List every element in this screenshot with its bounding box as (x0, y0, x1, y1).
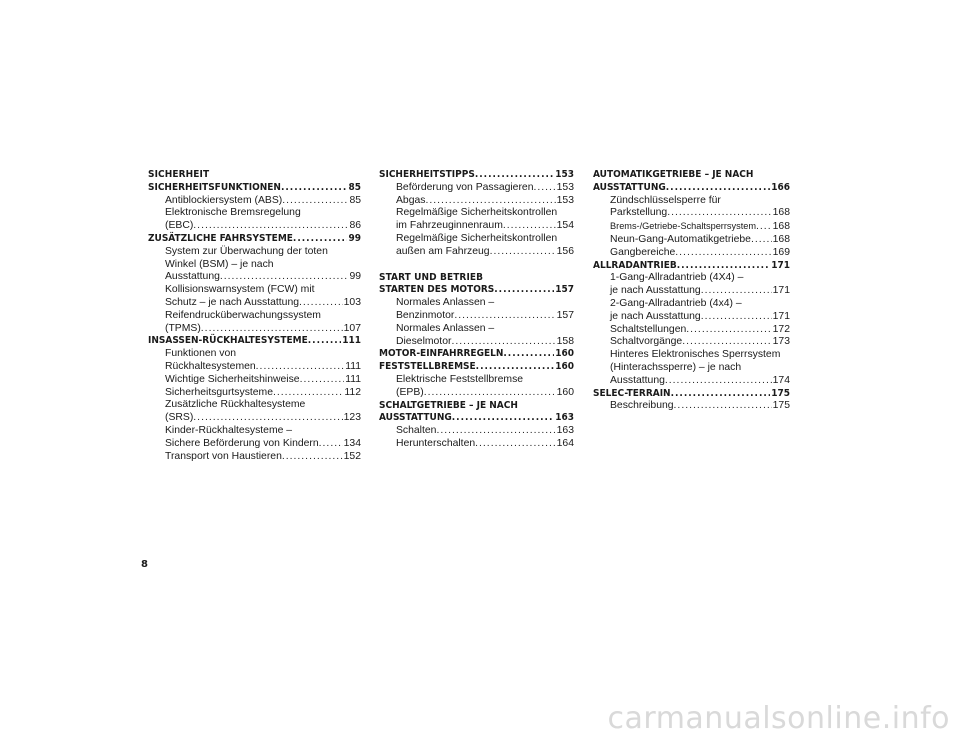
toc-sub-entry[interactable] (379, 182, 574, 195)
dot-leader (682, 336, 771, 349)
dot-leader (503, 220, 556, 233)
toc-entry-title: SICHERHEITSTIPPS (379, 169, 475, 180)
toc-sub-entry[interactable] (379, 425, 574, 438)
toc-page-number: 134 (343, 437, 361, 449)
dot-leader (666, 182, 770, 195)
toc-entry-title: Benzinmotor (396, 309, 455, 321)
toc-page-number: 103 (343, 296, 361, 308)
toc-sub-entry[interactable] (379, 207, 574, 233)
toc-sub-entry[interactable] (148, 284, 361, 310)
toc-entry-title: (TPMS) (165, 322, 201, 334)
toc-entry-list (379, 284, 574, 450)
toc-main-entry[interactable] (379, 169, 574, 182)
toc-entry-list (148, 182, 361, 464)
toc-entry-line (396, 387, 574, 400)
dot-leader (667, 207, 771, 220)
toc-entry-title: (EPB) (396, 386, 424, 398)
toc-entry-line (610, 272, 790, 285)
toc-entry-title: Dieselmotor (396, 335, 452, 347)
dot-leader (533, 182, 555, 195)
toc-entry-title: ZUSÄTZLICHE FAHRSYSTEME (148, 232, 293, 244)
dot-leader (308, 335, 341, 348)
toc-entry-line (148, 335, 361, 348)
dot-leader (256, 361, 345, 374)
toc-entry-title: Regelmäßige Sicherheitskontrollen (396, 207, 558, 219)
toc-page-number: 163 (556, 425, 574, 437)
toc-entry-line (165, 284, 361, 297)
dot-leader (293, 233, 348, 246)
dot-leader (281, 182, 348, 195)
dot-leader (452, 412, 554, 425)
toc-entry-title: SICHERHEITSFUNKTIONEN (148, 181, 281, 193)
toc-page-number: 85 (348, 181, 361, 193)
toc-entry-title: Antiblockiersystem (ABS) (165, 194, 283, 206)
toc-entry-line (379, 400, 574, 413)
toc-entry-title: Ausstattung (610, 374, 665, 386)
toc-entry-line (396, 195, 574, 208)
dot-leader (701, 285, 772, 298)
toc-entry-line (396, 425, 574, 438)
toc-page-number: 107 (343, 322, 361, 334)
toc-entry-title: Winkel (BSM) – je nach (165, 258, 274, 270)
toc-page-number: 153 (556, 181, 574, 193)
toc-sub-entry[interactable] (379, 374, 574, 400)
toc-entry-line (396, 182, 574, 195)
toc-entry-line (610, 207, 790, 220)
toc-entry-line (593, 388, 790, 401)
toc-page-number: 160 (555, 361, 574, 373)
toc-page-number: 153 (556, 194, 574, 206)
toc-column-3 (593, 169, 790, 413)
toc-entry-title: Brems-/Getriebe-Schaltsperrsystem (610, 221, 757, 232)
page-number: 8 (141, 559, 148, 570)
dot-leader (665, 375, 772, 388)
toc-page-number: 172 (772, 323, 790, 335)
toc-entry-title: Funktionen von (165, 348, 237, 360)
toc-entry-line (593, 260, 790, 273)
toc-page-number: 173 (772, 336, 790, 348)
toc-entry-title: AUTOMATIKGETRIEBE – JE NACH (593, 169, 754, 180)
toc-page-number: 85 (349, 194, 361, 206)
toc-main-entry[interactable] (593, 388, 790, 401)
toc-entry-line (165, 246, 361, 259)
toc-page-number: 168 (772, 207, 790, 219)
toc-page-number: 168 (772, 233, 790, 245)
dot-leader (675, 247, 771, 260)
toc-entry-line (396, 438, 574, 451)
dot-leader (751, 234, 772, 247)
toc-entry-line (165, 220, 361, 233)
toc-page-number: 157 (555, 284, 574, 296)
toc-main-entry[interactable] (379, 284, 574, 297)
toc-entry-title: Ausstattung (165, 271, 220, 283)
dot-leader (299, 297, 343, 310)
toc-entry-title: Kinder-Rückhaltesysteme – (165, 424, 293, 436)
toc-entry-title: Schutz – je nach Ausstattung (165, 296, 300, 308)
toc-entry-title: Transport von Haustieren (165, 450, 282, 462)
toc-page-number: 163 (555, 412, 574, 424)
toc-page-number: 154 (556, 220, 574, 232)
dot-leader (671, 388, 771, 401)
toc-entry-title: 1-Gang-Allradantrieb (4X4) – (610, 272, 744, 284)
toc-main-entry[interactable] (379, 348, 574, 361)
toc-entry-line (610, 298, 790, 311)
toc-sub-entry[interactable] (148, 195, 361, 208)
toc-sub-entry[interactable] (148, 451, 361, 464)
toc-sub-entry[interactable] (593, 272, 790, 298)
toc-entry-title: Sicherheitsgurtsysteme (165, 386, 273, 398)
toc-entry-title: AUSSTATTUNG (593, 181, 666, 193)
toc-entry-title: außen am Fahrzeug (396, 245, 490, 257)
toc-sub-entry[interactable] (593, 195, 790, 221)
toc-sub-entry[interactable] (148, 246, 361, 284)
toc-entry-title: AUSSTATTUNG (379, 412, 452, 424)
toc-sub-entry[interactable] (148, 310, 361, 336)
dot-leader (686, 324, 771, 337)
toc-entry-title: Schaltvorgänge (610, 336, 683, 348)
toc-entry-line (396, 323, 574, 336)
toc-page-number: 166 (771, 181, 790, 193)
toc-entry-title: (EBC) (165, 220, 194, 232)
toc-entry-line (610, 285, 790, 298)
dot-leader (451, 336, 555, 349)
toc-sub-entry[interactable] (593, 234, 790, 247)
toc-page-number: 171 (772, 285, 790, 297)
toc-sub-entry[interactable] (148, 348, 361, 374)
toc-entry-title: (Hinterachssperre) – je nach (610, 361, 742, 373)
dot-leader (476, 361, 555, 374)
toc-main-entry[interactable] (593, 260, 790, 273)
toc-entry-title: MOTOR-EINFAHRREGELN (379, 348, 504, 360)
toc-page-number: 111 (342, 335, 361, 347)
dot-leader (436, 425, 555, 438)
toc-entry-line (165, 361, 361, 374)
toc-entry-line (165, 271, 361, 284)
toc-column-2 (379, 169, 574, 451)
toc-entry-title: 2-Gang-Allradantrieb (4x4) – (610, 297, 742, 309)
toc-sub-entry[interactable] (379, 438, 574, 451)
toc-entry-title: SCHALTGETRIEBE – JE NACH (379, 399, 518, 411)
toc-main-entry[interactable] (593, 169, 790, 195)
toc-main-entry[interactable] (148, 335, 361, 348)
toc-entry-list (379, 169, 574, 259)
toc-entry-title: STARTEN DES MOTORS (379, 284, 495, 296)
toc-entry-title: Regelmäßige Sicherheitskontrollen (396, 232, 558, 244)
toc-entry-title: Abgas (396, 194, 426, 206)
toc-entry-line (593, 182, 790, 195)
toc-entry-line (165, 323, 361, 336)
toc-entry-title: INSASSEN-RÜCKHALTESYSTEME (148, 335, 308, 347)
toc-entry-title: Zündschlüsselsperre für (610, 194, 721, 206)
toc-page-number: 169 (772, 246, 790, 258)
toc-page-number: 99 (348, 232, 361, 244)
toc-page-number: 157 (556, 309, 574, 321)
toc-entry-line (379, 169, 574, 182)
toc-page-number: 123 (343, 412, 361, 424)
toc-entry-line (396, 207, 574, 220)
toc-entry-line (396, 374, 574, 387)
toc-entry-line (610, 234, 790, 247)
toc-sub-entry[interactable] (379, 195, 574, 208)
toc-entry-title: Elektronische Bremsregelung (165, 207, 301, 219)
toc-entry-line (148, 182, 361, 195)
dot-leader (494, 284, 554, 297)
dot-leader (300, 374, 345, 387)
toc-page-number: 164 (556, 437, 574, 449)
toc-page-number: 99 (349, 271, 361, 283)
dot-leader (425, 195, 555, 208)
toc-entry-line (610, 195, 790, 208)
dot-leader (475, 169, 554, 182)
toc-page-number: 175 (771, 387, 790, 399)
toc-entry-line (396, 233, 574, 246)
toc-entry-line (610, 247, 790, 260)
toc-sub-entry[interactable] (593, 324, 790, 337)
toc-entry-line (165, 207, 361, 220)
toc-entry-line (610, 220, 790, 234)
toc-sub-entry[interactable] (379, 297, 574, 323)
toc-entry-line (165, 195, 361, 208)
toc-sub-entry[interactable] (593, 298, 790, 324)
toc-sub-entry[interactable] (379, 233, 574, 259)
toc-entry-line (379, 361, 574, 374)
toc-main-entry[interactable] (379, 361, 574, 374)
toc-entry-title: Reifendrucküberwachungssystem (165, 309, 321, 321)
toc-main-entry[interactable] (379, 400, 574, 426)
toc-entry-line (396, 336, 574, 349)
toc-entry-title: je nach Ausstattung (610, 285, 701, 297)
toc-entry-title: Schaltstellungen (610, 323, 687, 335)
section-heading-start-und-betrieb: START UND BETRIEB (379, 271, 484, 283)
toc-page-number: 156 (556, 245, 574, 257)
toc-column-1 (148, 169, 361, 463)
toc-entry-line (165, 259, 361, 272)
toc-entry-title: Kollisionswarnsystem (FCW) mit (165, 284, 315, 296)
toc-entry-title: Normales Anlassen – (396, 322, 495, 334)
toc-page-number: 112 (344, 386, 361, 398)
toc-sub-entry[interactable] (593, 400, 790, 413)
dot-leader (282, 195, 348, 208)
dot-leader (273, 387, 343, 400)
toc-entry-line (610, 311, 790, 324)
toc-page-number: 171 (772, 310, 790, 322)
toc-entry-title: Gangbereiche (610, 246, 676, 258)
dot-leader (475, 438, 556, 451)
toc-entry-title: im Fahrzeuginnenraum (396, 220, 503, 232)
toc-entry-line (610, 400, 790, 413)
toc-entry-line (165, 399, 361, 412)
toc-entry-line (396, 220, 574, 233)
toc-entry-title: je nach Ausstattung (610, 310, 701, 322)
toc-entry-line (379, 412, 574, 425)
toc-page-number: 171 (771, 259, 790, 271)
dot-leader (193, 412, 342, 425)
toc-entry-line (396, 246, 574, 259)
toc-entry-title: SELEC-TERRAIN (593, 387, 671, 399)
toc-entry-line (165, 374, 361, 387)
toc-entry-line (165, 297, 361, 310)
toc-entry-title: Rückhaltesystemen (165, 360, 256, 372)
toc-page-number: 111 (345, 373, 361, 385)
toc-page-number: 175 (772, 400, 790, 412)
toc-page-number: 168 (772, 221, 790, 233)
toc-entry-line (165, 425, 361, 438)
dot-leader (701, 311, 772, 324)
dot-leader (454, 310, 555, 323)
dot-leader (674, 400, 772, 413)
dot-leader (193, 220, 348, 233)
toc-sub-entry[interactable] (379, 323, 574, 349)
toc-entry-title: Beförderung von Passagieren (396, 181, 534, 193)
toc-page-number: 86 (349, 220, 361, 232)
section-heading-sicherheit: SICHERHEIT (148, 169, 210, 180)
dot-leader (424, 387, 556, 400)
toc-page-number: 160 (555, 348, 574, 360)
toc-sub-entry[interactable] (148, 374, 361, 387)
toc-main-entry[interactable] (148, 182, 361, 195)
toc-entry-title: Neun-Gang-Automatikgetriebe (610, 233, 751, 245)
toc-entry-line (610, 336, 790, 349)
toc-entry-line (396, 297, 574, 310)
dot-leader (490, 246, 556, 259)
toc-sub-entry[interactable] (593, 349, 790, 387)
toc-entry-title: (SRS) (165, 412, 194, 424)
toc-entry-list (593, 169, 790, 413)
toc-entry-title: ALLRADANTRIEB (593, 259, 677, 271)
toc-entry-title: Zusätzliche Rückhaltesysteme (165, 399, 306, 411)
toc-entry-line (165, 438, 361, 451)
dot-leader (503, 348, 554, 361)
toc-entry-title: Elektrische Feststellbremse (396, 373, 524, 385)
toc-sub-entry[interactable] (148, 387, 361, 400)
toc-entry-line (610, 375, 790, 388)
toc-page-number: 111 (345, 360, 361, 372)
dot-leader (756, 221, 772, 234)
toc-page-number: 152 (343, 450, 361, 462)
dot-leader (319, 438, 343, 451)
toc-entry-title: Schalten (396, 425, 437, 437)
toc-entry-title: Parkstellung (610, 207, 668, 219)
watermark: carmanualsonline.info (607, 701, 950, 736)
toc-sub-entry[interactable] (593, 247, 790, 260)
dot-leader (220, 271, 349, 284)
toc-entry-title: Normales Anlassen – (396, 297, 495, 309)
dot-leader (282, 451, 343, 464)
toc-entry-line (165, 310, 361, 323)
toc-entry-title: System zur Überwachung der toten (165, 245, 328, 257)
toc-entry-line (148, 233, 361, 246)
dot-leader (201, 323, 343, 336)
toc-page-number: 174 (772, 374, 790, 386)
dot-leader (677, 260, 771, 273)
toc-entry-line (610, 362, 790, 375)
toc-entry-line (610, 349, 790, 362)
toc-sub-entry[interactable] (148, 399, 361, 425)
toc-main-entry[interactable] (148, 233, 361, 246)
toc-entry-line (165, 412, 361, 425)
toc-sub-entry[interactable] (593, 220, 790, 234)
toc-entry-line (593, 169, 790, 182)
toc-entry-title: Sichere Beförderung von Kindern (165, 437, 319, 449)
toc-entry-title: Beschreibung (610, 400, 674, 412)
toc-page-number: 160 (556, 386, 574, 398)
toc-sub-entry[interactable] (593, 336, 790, 349)
toc-entry-line (165, 387, 361, 400)
toc-entry-line (610, 324, 790, 337)
toc-entry-title: Hinteres Elektronisches Sperrsystem (610, 349, 781, 361)
toc-entry-title: Herunterschalten (396, 437, 476, 449)
toc-sub-entry[interactable] (148, 425, 361, 451)
toc-entry-line (379, 284, 574, 297)
toc-entry-line (379, 348, 574, 361)
toc-sub-entry[interactable] (148, 207, 361, 233)
toc-entry-title: Wichtige Sicherheitshinweise (165, 373, 300, 385)
toc-entry-title: FESTSTELLBREMSE (379, 361, 476, 373)
toc-entry-line (396, 310, 574, 323)
toc-page-number: 153 (555, 169, 574, 180)
toc-entry-line (165, 348, 361, 361)
toc-page-number: 158 (556, 335, 574, 347)
toc-entry-line (165, 451, 361, 464)
